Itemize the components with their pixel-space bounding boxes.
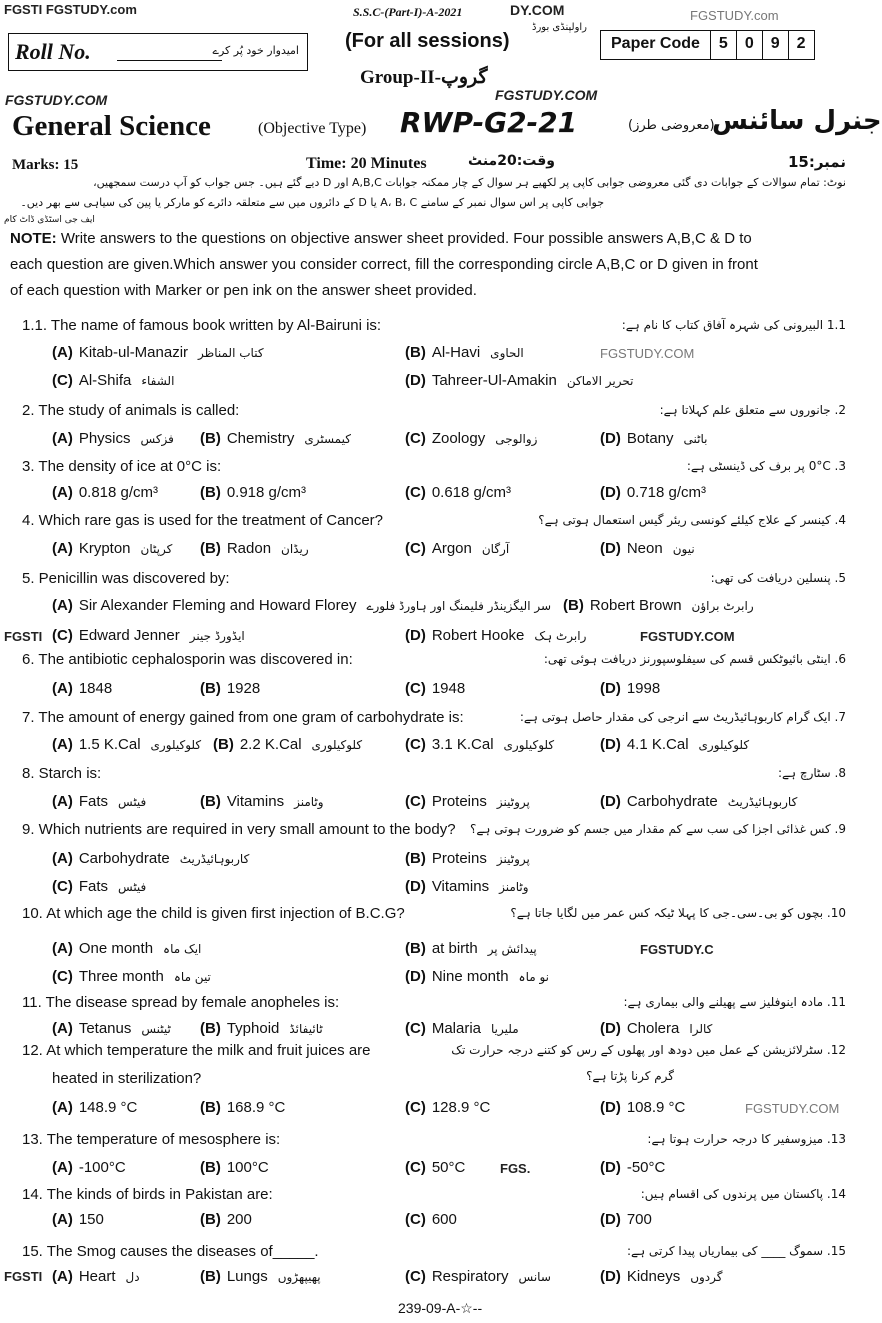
option-c [52, 627, 245, 644]
option-urdu: کاربوہائیڈریٹ [179, 852, 250, 866]
question-urdu: 11. مادہ اینوفلیز سے پھیلنے والی بیماری ہے: [623, 995, 846, 1009]
option-d [600, 1020, 712, 1037]
option-text: 600 [431, 1211, 457, 1228]
option-letter: (D) [600, 1211, 621, 1228]
option-letter: (A) [52, 850, 73, 867]
option-b [200, 1211, 252, 1228]
option-letter: (B) [200, 680, 221, 697]
option-d [405, 372, 633, 389]
option-text: Proteins [431, 850, 487, 867]
footer-code: 239-09-A-☆-- [398, 1300, 483, 1316]
option-b [200, 793, 324, 810]
watermark: FGSTUDY.com [690, 8, 779, 23]
option-b [405, 344, 524, 361]
option-text: Krypton [78, 540, 131, 557]
type-urdu: (معروضی طرز) [628, 118, 715, 133]
option-c [405, 736, 554, 753]
option-c [52, 968, 211, 985]
option-text: 1948 [431, 680, 466, 697]
option-urdu: ٹائیفائڈ [289, 1022, 323, 1036]
option-a [52, 1099, 137, 1116]
handwritten-code: RWP-G2-21 [400, 106, 578, 139]
question-urdu: 14. پاکستان میں پرندوں کی اقسام ہیں: [640, 1187, 846, 1201]
option-letter: (D) [600, 1099, 621, 1116]
option-text: 148.9 °C [78, 1099, 138, 1116]
option-c [405, 1268, 551, 1285]
option-b [213, 736, 362, 753]
option-letter: (D) [405, 968, 426, 985]
option-text: Three month [78, 968, 164, 985]
option-urdu: ٹیٹنس [141, 1022, 171, 1036]
option-text: 0.718 g/cm³ [626, 484, 707, 501]
option-letter: (B) [563, 597, 584, 614]
option-d [600, 680, 660, 697]
option-urdu: رابرٹ براؤن [691, 599, 754, 613]
paper-code-digit: 0 [736, 31, 762, 59]
option-letter: (A) [52, 1099, 73, 1116]
option-text: 50°C [431, 1159, 466, 1176]
option-text: 2.2 K.Cal [239, 736, 302, 753]
option-text: One month [78, 940, 154, 957]
option-text: 0.918 g/cm³ [226, 484, 307, 501]
subject-type: (Objective Type) [258, 120, 367, 137]
option-letter: (D) [600, 430, 621, 447]
option-a [52, 1268, 140, 1285]
option-urdu: فیٹس [118, 880, 147, 894]
option-urdu: ایک ماہ [163, 942, 202, 956]
option-a [52, 430, 174, 447]
option-b [200, 540, 309, 557]
option-letter: (B) [200, 1211, 221, 1228]
option-letter: (B) [200, 430, 221, 447]
option-urdu: فیٹس [118, 795, 147, 809]
option-text: 3.1 K.Cal [431, 736, 494, 753]
question-text: 11. The disease spread by female anopheles is: [22, 994, 340, 1011]
option-text: Lungs [226, 1268, 268, 1285]
option-c [52, 878, 146, 895]
question-urdu: 10. بچوں کو بی۔سی۔جی کا پہلا ٹیکہ کس عمر میں لگایا جاتا ہے؟ [510, 906, 846, 920]
option-text: 0.818 g/cm³ [78, 484, 159, 501]
option-text: Botany [626, 430, 674, 447]
watermark: FGSTI FGSTUDY.com [4, 2, 137, 17]
option-text: 1.5 K.Cal [78, 736, 141, 753]
option-letter: (B) [200, 484, 221, 501]
question-urdu: گرم کرنا پڑتا ہے؟ [586, 1069, 674, 1083]
question-urdu: 9. کس غذائی اجزا کی سب سے کم مقدار میں جسم کو ضرورت ہوتی ہے؟ [470, 822, 846, 836]
question-text: heated in sterilization? [52, 1070, 202, 1087]
option-urdu: وٹامنز [294, 795, 324, 809]
question-urdu: 2. جانوروں سے متعلق علم کہلاتا ہے: [659, 403, 846, 417]
option-letter: (B) [200, 1159, 221, 1176]
question-urdu: 4. کینسر کے علاج کیلئے کونسی ریئر گیس استعمال ہوتی ہے؟ [538, 513, 846, 527]
option-urdu: ایڈورڈ جینر [189, 629, 245, 643]
option-a [52, 850, 249, 867]
option-a [52, 1211, 104, 1228]
watermark: FGSTUDY.C [640, 942, 714, 957]
question-text: 5. Penicillin was discovered by: [22, 570, 230, 587]
subject-urdu: جنرل سائنس [712, 106, 882, 136]
option-text: Robert Brown [589, 597, 682, 614]
option-a [52, 793, 146, 810]
option-a [52, 540, 172, 557]
question-text: 1.1. The name of famous book written by Al-Bairuni is: [22, 317, 382, 334]
option-urdu: کلوکیلوری [503, 738, 555, 752]
option-text: Kidneys [626, 1268, 681, 1285]
option-text: Vitamins [226, 793, 285, 810]
option-letter: (B) [200, 540, 221, 557]
option-text: Fats [78, 793, 109, 810]
option-text: 100°C [226, 1159, 269, 1176]
option-letter: (D) [600, 736, 621, 753]
question-text: 2. The study of animals is called: [22, 402, 240, 419]
option-text: Physics [78, 430, 131, 447]
question-urdu: 12. سٹرلائزیشن کے عمل میں دودھ اور پھلوں کے رس کو کتنے درجہ حرارت تک [451, 1043, 846, 1057]
question-urdu: 5. پنسلین دریافت کی تھی: [710, 571, 846, 585]
option-letter: (C) [405, 736, 426, 753]
option-letter: (B) [200, 793, 221, 810]
option-c [405, 484, 511, 501]
option-text: 0.618 g/cm³ [431, 484, 512, 501]
option-text: Edward Jenner [78, 627, 180, 644]
option-b [563, 597, 754, 614]
roll-label: Roll No. [15, 39, 91, 64]
option-text: Argon [431, 540, 472, 557]
option-c [405, 1211, 457, 1228]
option-urdu: تحریر الاماکن [566, 374, 634, 388]
option-b [200, 680, 260, 697]
watermark: DY.COM [510, 2, 565, 18]
option-letter: (D) [600, 793, 621, 810]
option-d [600, 793, 797, 810]
option-text: Fats [78, 878, 109, 895]
option-letter: (C) [405, 484, 426, 501]
option-c [52, 372, 174, 389]
option-letter: (A) [52, 1268, 73, 1285]
option-letter: (C) [52, 627, 73, 644]
option-text: Sir Alexander Fleming and Howard Florey [78, 597, 357, 614]
option-b [200, 1020, 323, 1037]
option-letter: (D) [600, 1159, 621, 1176]
option-urdu: پروٹینز [496, 852, 530, 866]
option-text: Zoology [431, 430, 486, 447]
option-letter: (B) [213, 736, 234, 753]
option-urdu: دل [125, 1270, 140, 1284]
option-letter: (D) [405, 878, 426, 895]
option-urdu: وٹامنز [499, 880, 529, 894]
option-text: 1998 [626, 680, 661, 697]
question-text: 6. The antibiotic cephalosporin was discovered in: [22, 651, 353, 668]
option-letter: (B) [200, 1099, 221, 1116]
option-letter: (C) [405, 1159, 426, 1176]
option-a [52, 940, 201, 957]
option-urdu: کلوکیلوری [150, 738, 202, 752]
option-d [600, 484, 706, 501]
option-d [600, 1211, 652, 1228]
option-a [52, 1159, 126, 1176]
option-text: -100°C [78, 1159, 126, 1176]
option-text: 1848 [78, 680, 113, 697]
option-b [405, 940, 537, 957]
option-text: Typhoid [226, 1020, 280, 1037]
option-letter: (C) [405, 1268, 426, 1285]
group [360, 66, 488, 89]
option-letter: (A) [52, 1020, 73, 1037]
option-urdu: کیمسٹری [304, 432, 351, 446]
option-b [200, 430, 351, 447]
watermark: FGSTUDY.COM [5, 92, 108, 108]
option-text: Carbohydrate [78, 850, 170, 867]
option-text: Robert Hooke [431, 627, 525, 644]
option-letter: (A) [52, 793, 73, 810]
option-c [405, 680, 465, 697]
option-urdu: کلوکیلوری [311, 738, 363, 752]
group-urdu: گروپ [440, 67, 488, 88]
option-letter: (A) [52, 736, 73, 753]
subject-title: General Science [12, 110, 211, 142]
option-letter: (B) [405, 940, 426, 957]
option-letter: (D) [600, 540, 621, 557]
option-text: Chemistry [226, 430, 295, 447]
option-text: -50°C [626, 1159, 666, 1176]
question-text: 4. Which rare gas is used for the treatment of Cancer? [22, 512, 384, 529]
option-text: Nine month [431, 968, 509, 985]
option-a [52, 736, 201, 753]
question-text: 3. The density of ice at 0°C is: [22, 458, 222, 475]
option-b [200, 1268, 321, 1285]
question-urdu: 8. سٹارچ ہے: [777, 766, 846, 780]
question-text: 9. Which nutrients are required in very small amount to the body? [22, 821, 456, 838]
question-text: 8. Starch is: [22, 765, 102, 782]
option-letter: (A) [52, 940, 73, 957]
option-letter: (A) [52, 1211, 73, 1228]
option-text: 168.9 °C [226, 1099, 286, 1116]
watermark: FGSTUDY.COM [745, 1101, 840, 1116]
option-letter: (B) [200, 1020, 221, 1037]
option-urdu: کرپٹان [140, 542, 173, 556]
option-urdu: کتاب المناظر [198, 346, 264, 360]
option-urdu: پھیپھڑوں [277, 1270, 321, 1284]
option-text: Carbohydrate [626, 793, 718, 810]
option-d [600, 736, 749, 753]
question-text: 7. The amount of energy gained from one gram of carbohydrate is: [22, 709, 464, 726]
option-text: Proteins [431, 793, 487, 810]
option-text: 4.1 K.Cal [626, 736, 689, 753]
option-text: Heart [78, 1268, 116, 1285]
option-letter: (C) [405, 430, 426, 447]
sessions-urdu: راولپنڈی بورڈ [532, 22, 588, 33]
question-urdu: 15. سموگ ____ کی بیماریاں پیدا کرتی ہے: [627, 1244, 846, 1258]
watermark: FGS. [500, 1161, 531, 1176]
option-urdu: سانس [518, 1270, 551, 1284]
option-c [405, 1020, 519, 1037]
option-text: at birth [431, 940, 478, 957]
option-urdu: الحاوی [490, 346, 524, 360]
option-b [200, 484, 306, 501]
roll-urdu: امیدوار خود پُر کرے [212, 44, 299, 57]
option-a [52, 484, 158, 501]
option-letter: (A) [52, 540, 73, 557]
option-urdu: آرگان [481, 542, 510, 556]
option-urdu: فزکس [140, 432, 174, 446]
watermark: FGSTI [4, 1269, 43, 1284]
exam-title: S.S.C-(Part-I)-A-2021 [353, 5, 463, 19]
option-a [52, 597, 551, 614]
question-text: 13. The temperature of mesosphere is: [22, 1131, 281, 1148]
option-letter: (A) [52, 1159, 73, 1176]
note-line: each question are given.Which answer you consider correct, fill the corresponding circle A,B,C or D given in front [10, 256, 758, 273]
group-label: Group-II- [360, 67, 441, 88]
option-urdu: پیدائش پر [487, 942, 537, 956]
option-text: Al-Shifa [78, 372, 132, 389]
option-letter: (C) [52, 878, 73, 895]
option-letter: (D) [405, 627, 426, 644]
option-letter: (C) [405, 1099, 426, 1116]
option-letter: (D) [600, 1268, 621, 1285]
option-b [200, 1159, 269, 1176]
option-urdu: نیون [672, 542, 695, 556]
option-text: Malaria [431, 1020, 482, 1037]
option-text: Tahreer-Ul-Amakin [431, 372, 557, 389]
option-b [200, 1099, 285, 1116]
option-letter: (B) [200, 1268, 221, 1285]
option-urdu: زوالوجی [495, 432, 538, 446]
option-letter: (B) [405, 850, 426, 867]
note-urdu: جوابی کاپی پر اس سوال نمبر کے سامنے A، B، C یا D کے دائروں میں سے متعلقہ دائرے کو مارکر یا پین کی سیاہی سے بھر دیں۔ [20, 196, 604, 209]
option-letter: (C) [52, 372, 73, 389]
question-text: 15. The Smog causes the diseases of_____. [22, 1243, 319, 1260]
paper-code-label: Paper Code [611, 35, 700, 52]
question-urdu: 13. میزوسفیر کا درجہ حرارت ہوتا ہے: [647, 1132, 846, 1146]
question-text: 10. At which age the child is given first injection of B.C.G? [22, 905, 405, 922]
option-urdu: تین ماہ [173, 970, 211, 984]
option-letter: (D) [600, 1020, 621, 1037]
paper-code-digit: 2 [788, 31, 814, 59]
marks-urdu: نمبر:15 [787, 153, 846, 171]
note-label: NOTE: [10, 230, 57, 247]
option-letter: (A) [52, 430, 73, 447]
option-text: Cholera [626, 1020, 680, 1037]
option-letter: (A) [52, 597, 73, 614]
question-urdu: 7. ایک گرام کاربوہائیڈریٹ سے انرجی کی مقدار حاصل ہوتی ہے: [519, 710, 846, 724]
question-text: 14. The kinds of birds in Pakistan are: [22, 1186, 273, 1203]
option-text: Tetanus [78, 1020, 132, 1037]
option-urdu: کالرا [689, 1022, 713, 1036]
option-d [600, 540, 695, 557]
option-d [405, 878, 529, 895]
watermark: FGSTUDY.COM [600, 346, 695, 361]
option-a [52, 680, 112, 697]
option-d [600, 1159, 665, 1176]
option-urdu: باٹنی [683, 432, 708, 446]
sessions: (For all sessions) [345, 30, 510, 52]
option-letter: (C) [405, 1211, 426, 1228]
option-text: 108.9 °C [626, 1099, 686, 1116]
option-letter: (B) [405, 344, 426, 361]
question-urdu: 1.1 البیرونی کی شہرہ آفاق کتاب کا نام ہے: [621, 318, 846, 332]
note-urdu: نوٹ: تمام سوالات کے جوابات دی گئی معروضی جوابی کاپی پر لکھیے ہر سوال کے چار ممکنہ جوابات A,B,C اور D دیے گئے ہیں۔ جس جواب کو آپ درست سمجھیں، [93, 176, 846, 189]
option-urdu: سر الیگزینڈر فلیمنگ اور ہاورڈ فلورے [366, 599, 552, 613]
option-letter: (C) [52, 968, 73, 985]
option-text: Radon [226, 540, 272, 557]
option-d [600, 1268, 723, 1285]
question-urdu: 6. اینٹی بائیوٹکس قسم کی سیفلوسپورنز دریافت ہوئی تھی: [543, 652, 846, 666]
option-letter: (C) [405, 1020, 426, 1037]
question-urdu: 3. 0°C پر برف کی ڈینسٹی ہے: [686, 459, 846, 473]
option-letter: (A) [52, 344, 73, 361]
option-text: Al-Havi [431, 344, 481, 361]
note [10, 230, 752, 247]
paper-code-digit: 5 [710, 31, 736, 59]
option-letter: (D) [600, 484, 621, 501]
option-text: Respiratory [431, 1268, 509, 1285]
option-a [52, 344, 264, 361]
option-urdu: گردوں [690, 1270, 723, 1284]
watermark: FGSTUDY.COM [640, 629, 735, 644]
question-text: 12. At which temperature the milk and fruit juices are [22, 1042, 371, 1059]
option-text: 200 [226, 1211, 252, 1228]
time: Time: 20 Minutes [306, 155, 427, 172]
option-a [52, 1020, 171, 1037]
roll-blank [117, 60, 222, 61]
option-d [405, 627, 586, 644]
option-letter: (D) [600, 680, 621, 697]
roll-number-box [8, 33, 308, 71]
option-b [405, 850, 530, 867]
option-urdu: رابرٹ ہک [534, 629, 587, 643]
option-urdu: الشفاء [141, 374, 175, 388]
watermark: FGSTUDY.COM [495, 87, 598, 103]
time-urdu: وقت:20منٹ [468, 153, 555, 169]
option-urdu: کلوکیلوری [698, 738, 750, 752]
option-letter: (A) [52, 680, 73, 697]
option-letter: (C) [405, 680, 426, 697]
note-text: Write answers to the questions on objective answer sheet provided. Four possible answers A,B,C & D to [56, 230, 752, 247]
option-letter: (D) [405, 372, 426, 389]
option-c [405, 1159, 465, 1176]
option-text: 700 [626, 1211, 652, 1228]
marks: Marks: 15 [12, 157, 79, 173]
option-urdu: ریڈان [281, 542, 309, 556]
option-text: Kitab-ul-Manazir [78, 344, 189, 361]
option-text: 150 [78, 1211, 104, 1228]
option-urdu: پروٹینز [496, 795, 530, 809]
option-d [405, 968, 549, 985]
option-letter: (C) [405, 540, 426, 557]
watermark-urdu: ایف جی اسٹڈی ڈاٹ کام [4, 215, 95, 225]
option-text: Vitamins [431, 878, 490, 895]
paper-code-digit: 9 [762, 31, 788, 59]
option-c [405, 430, 537, 447]
watermark: FGSTI [4, 629, 43, 644]
option-text: 1928 [226, 680, 261, 697]
option-text: Neon [626, 540, 663, 557]
option-text: 128.9 °C [431, 1099, 491, 1116]
option-c [405, 793, 530, 810]
option-c [405, 540, 509, 557]
option-urdu: نو ماہ [518, 970, 550, 984]
option-d [600, 1099, 685, 1116]
paper-code-box [600, 30, 815, 60]
option-c [405, 1099, 490, 1116]
option-urdu: ملیریا [491, 1022, 519, 1036]
option-urdu: کاربوہائیڈریٹ [727, 795, 798, 809]
option-letter: (C) [405, 793, 426, 810]
option-letter: (A) [52, 484, 73, 501]
note-line: of each question with Marker or pen ink on the answer sheet provided. [10, 282, 477, 299]
option-d [600, 430, 708, 447]
